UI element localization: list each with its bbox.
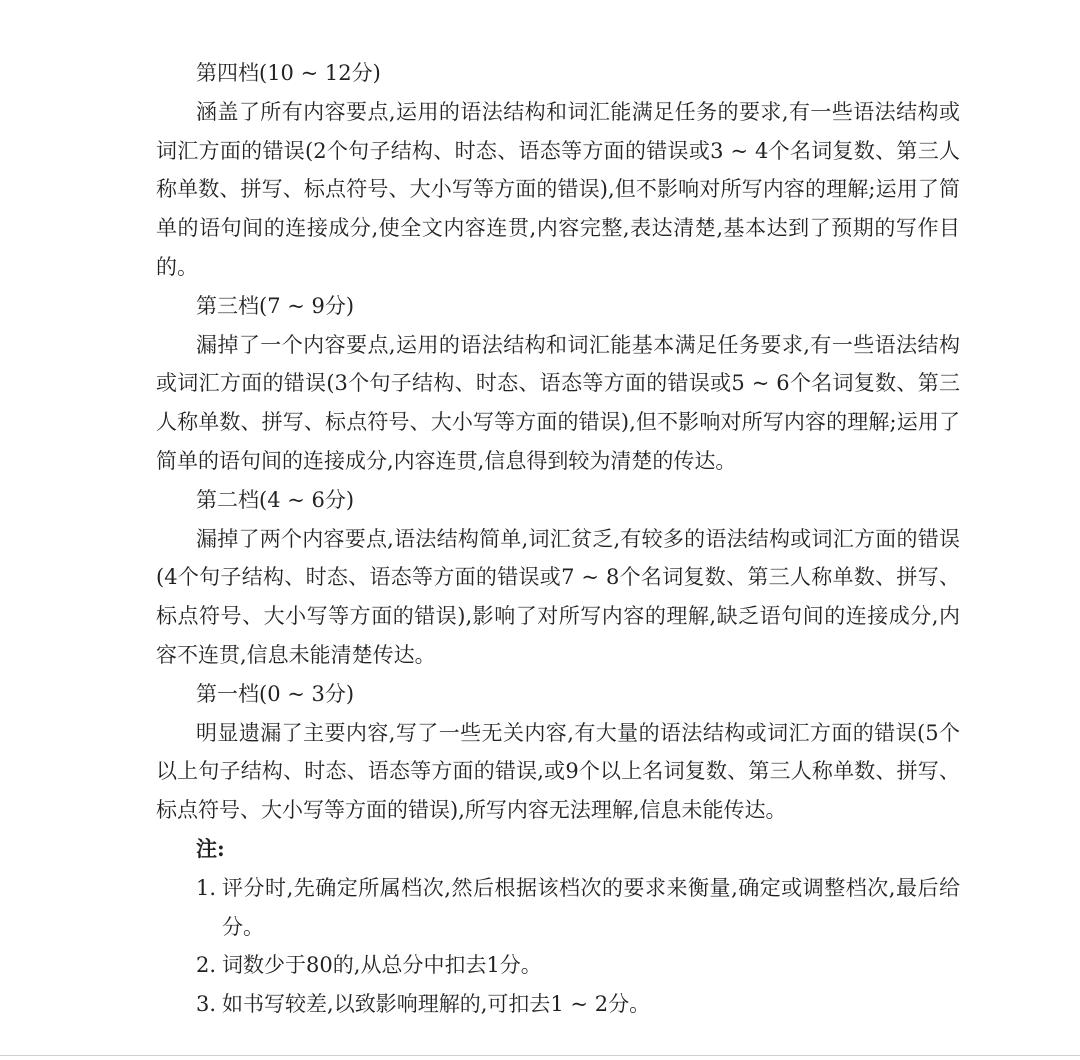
section-heading: 第三档(7 ~ 9分) [196,293,355,318]
section-paragraph: 漏掉了两个内容要点,语法结构简单,词汇贫乏,有较多的语法结构或词汇方面的错误(4个句子结构、时态、语态等方面的错误或7 ~ 8个名词复数、第三人称单数、拼写、标点符号、大小写等方面的错误),影响了对所写内容的理解,缺乏语句间的连接成分,内容不连贯,信息未能清楚传达。 [156,526,960,667]
note-number: 3. [196,992,217,1017]
note-text: 如书写较差,以致影响理解的,可扣去1 ~ 2分。 [222,992,651,1017]
note-item [196,869,960,947]
section-grade-1 [156,675,960,830]
note-number: 1. [196,875,217,900]
section-paragraph: 明显遗漏了主要内容,写了一些无关内容,有大量的语法结构或词汇方面的错误(5个以上句子结构、时态、语态等方面的错误,或9个以上名词复数、第三人称单数、拼写、标点符号、大小写等方面的错误),所写内容无法理解,信息未能传达。 [156,720,960,823]
section-grade-2 [156,481,960,675]
note-number: 2. [196,953,217,978]
section-paragraph: 漏掉了一个内容要点,运用的语法结构和词汇能基本满足任务要求,有一些语法结构或词汇方面的错误(3个句子结构、时态、语态等方面的错误或5 ~ 6个名词复数、第三人称单数、拼写、标点符号、大小写等方面的错误),但不影响对所写内容的理解;运用了简单的语句间的连接成分,内容连贯,信息得到较为清楚的传达。 [156,332,960,473]
document-body [156,54,960,1024]
note-text: 评分时,先确定所属档次,然后根据该档次的要求来衡量,确定或调整档次,最后给分。 [222,875,960,939]
notes-block [156,830,960,1024]
notes-title: 注: [196,835,225,861]
section-paragraph: 涵盖了所有内容要点,运用的语法结构和词汇能满足任务的要求,有一些语法结构或词汇方面的错误(2个句子结构、时态、语态等方面的错误或3 ~ 4个名词复数、第三人称单数、拼写、标点符号、大小写等方面的错误),但不影响对所写内容的理解;运用了简单的语句间的连接成分,使全文内容连贯,内容完整,表达清楚,基本达到了预期的写作目的。 [156,99,960,279]
section-heading: 第二档(4 ~ 6分) [196,487,355,512]
note-item [196,985,960,1024]
note-text: 词数少于80的,从总分中扣去1分。 [222,953,542,978]
page-bottom-divider [0,1055,1080,1056]
section-grade-3 [156,287,960,481]
section-heading: 第一档(0 ~ 3分) [196,681,355,706]
section-grade-4 [156,54,960,287]
note-item [196,946,960,985]
section-heading: 第四档(10 ~ 12分) [196,61,381,85]
